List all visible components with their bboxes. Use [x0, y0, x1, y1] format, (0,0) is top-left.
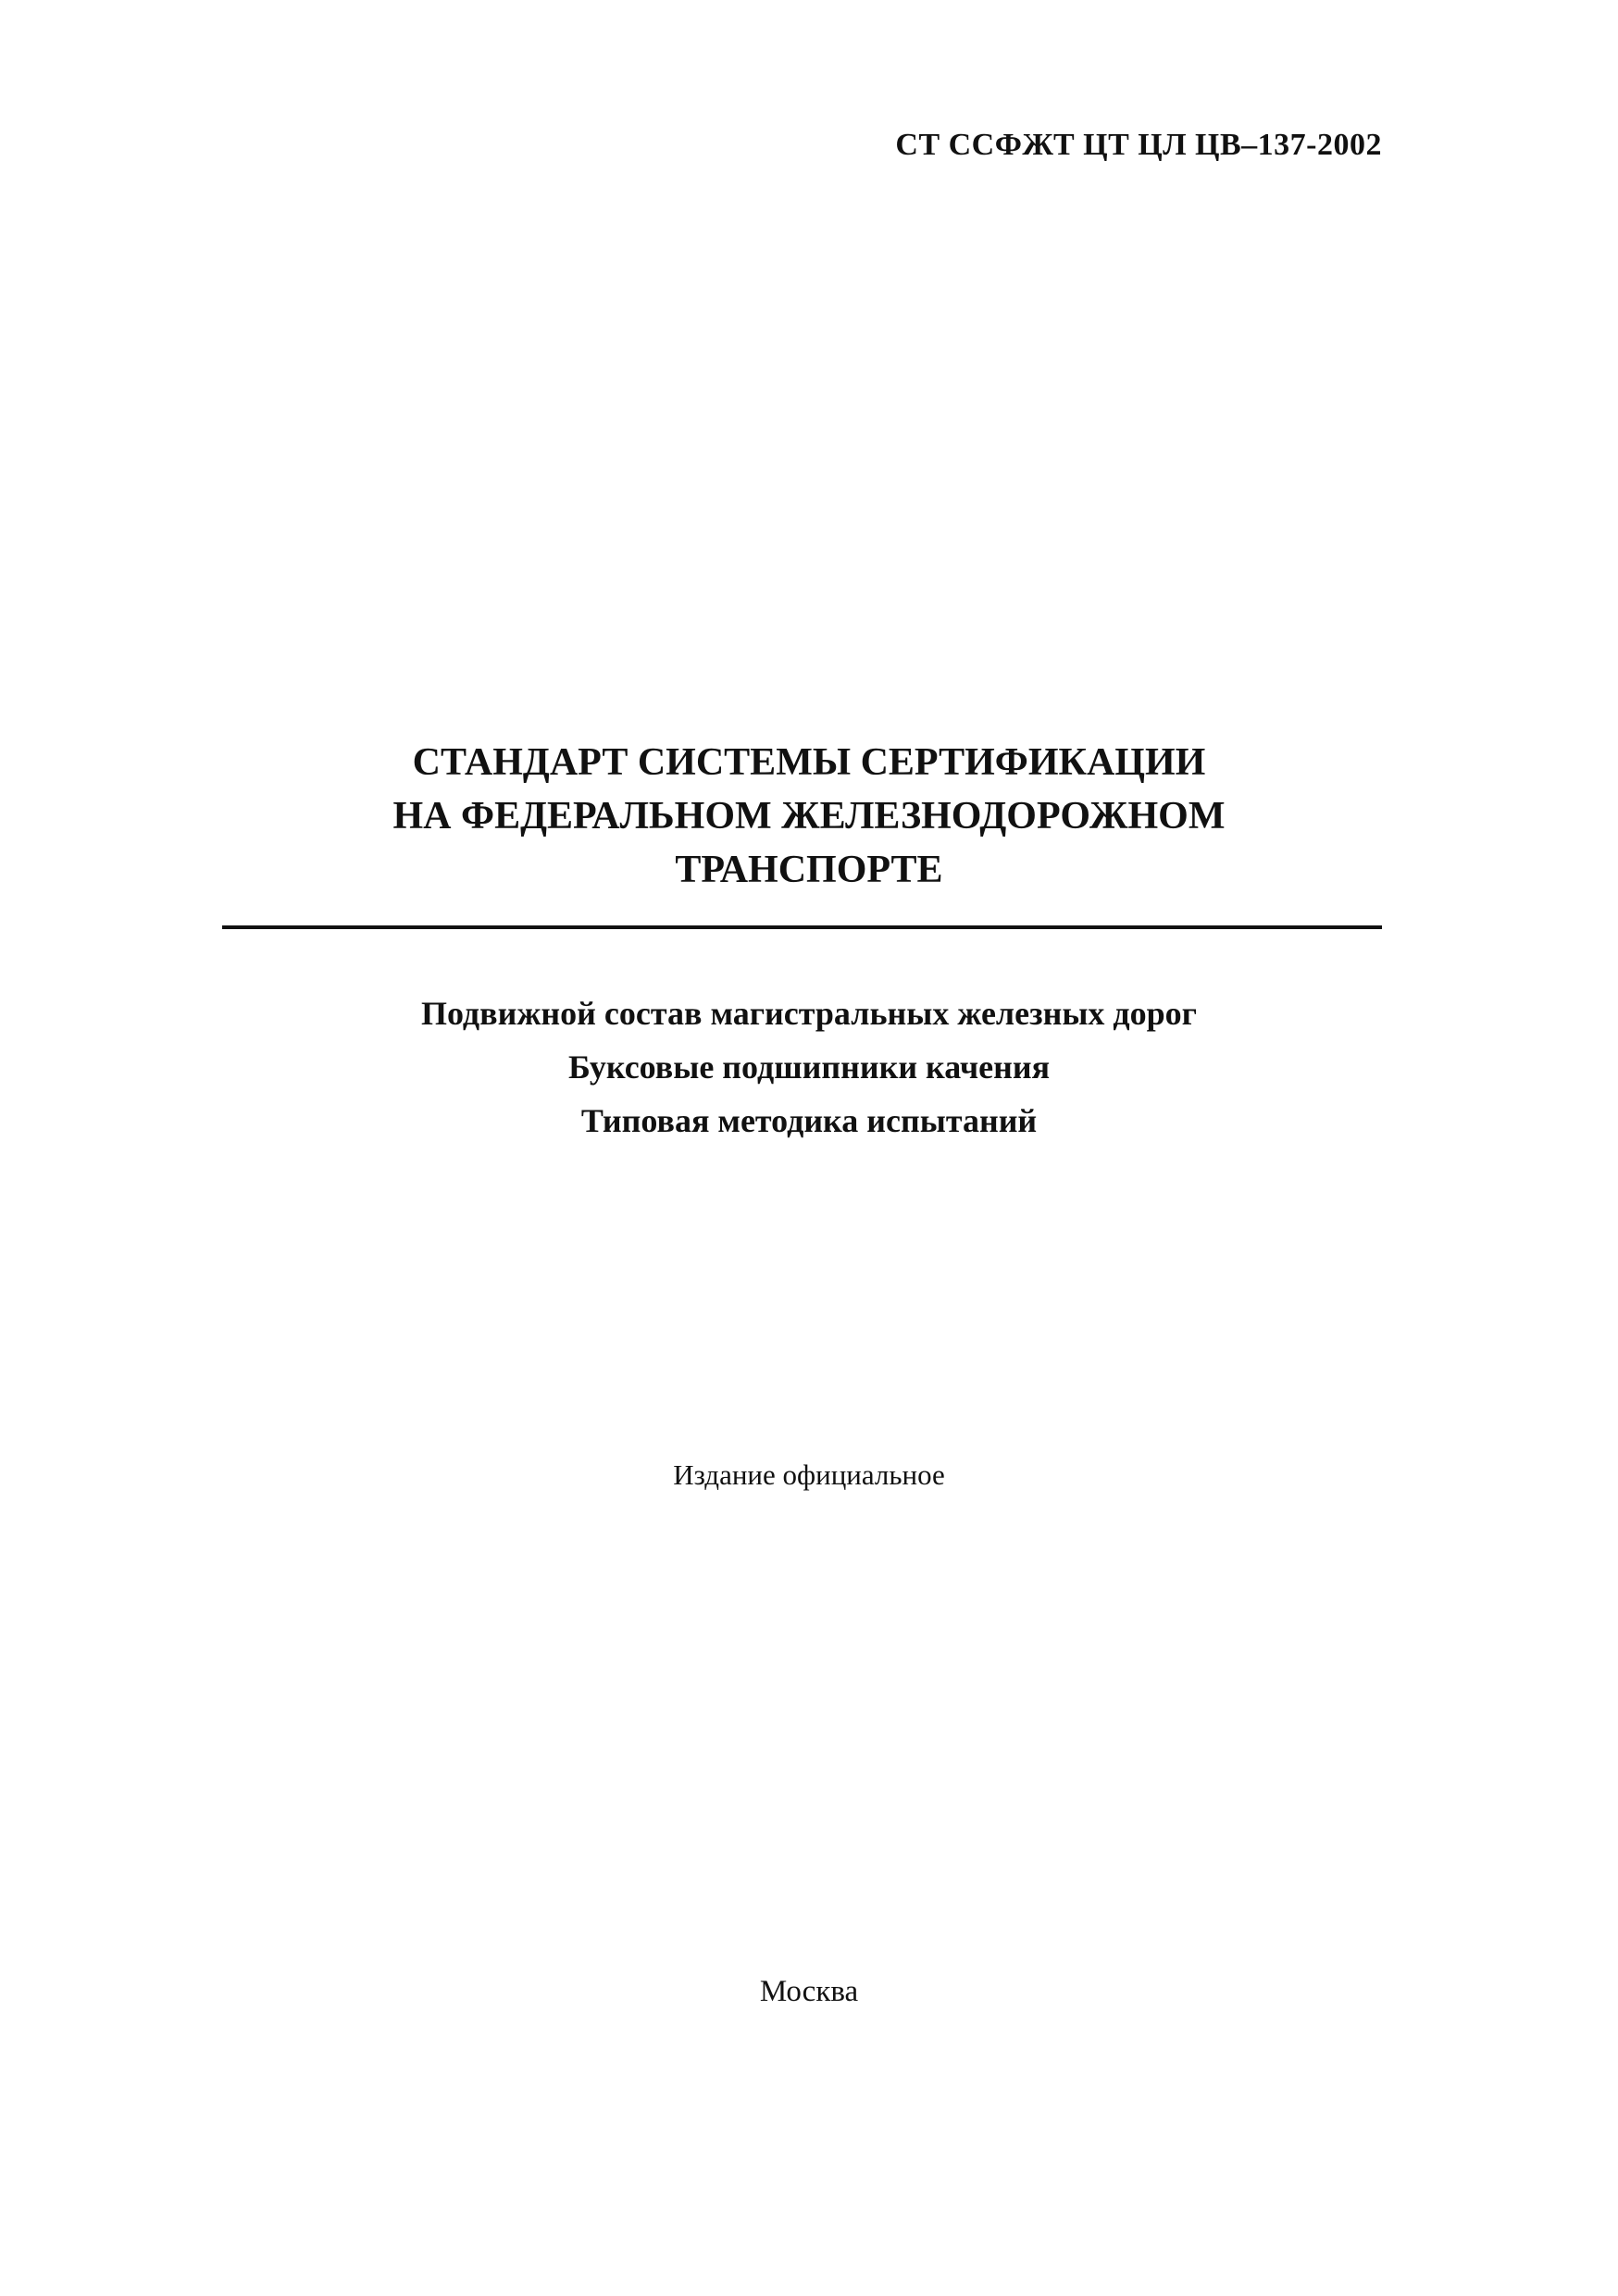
subtitle-line-3: Типовая методика испытаний: [580, 1102, 1038, 1139]
title-divider: [222, 925, 1382, 929]
title-line-1: СТАНДАРТ СИСТЕМЫ СЕРТИФИКАЦИИ: [412, 741, 1206, 784]
subtitle-line-1: Подвижной состав магистральных железных дорог: [420, 995, 1198, 1032]
document-code: СТ ССФЖТ ЦТ ЦЛ ЦВ–137-2002: [895, 128, 1382, 162]
title-line-3: ТРАНСПОРТЕ: [675, 849, 943, 891]
document-subtitle: [0, 987, 1618, 1148]
document-title: [0, 736, 1618, 897]
publication-city: Москва: [759, 1975, 859, 2008]
edition-label: Издание официальное: [673, 1458, 945, 1491]
subtitle-line-2: Буксовые подшипники качения: [567, 1049, 1051, 1086]
title-line-2: НА ФЕДЕРАЛЬНОМ ЖЕЛЕЗНОДОРОЖНОМ: [392, 795, 1226, 838]
